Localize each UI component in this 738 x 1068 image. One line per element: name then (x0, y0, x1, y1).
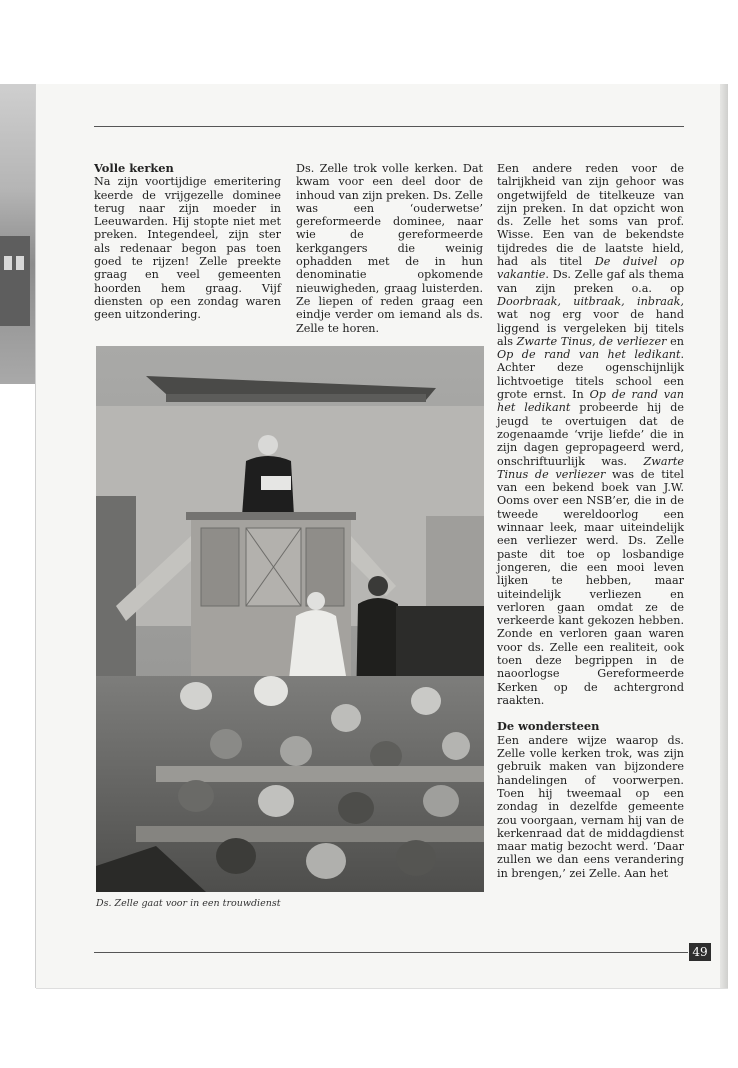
section-heading-de-wondersteen: De wondersteen (497, 719, 600, 734)
sermon-title: Op de rand van het ledikant (497, 348, 681, 362)
section-heading-volle-kerken: Volle kerken (94, 161, 174, 175)
text-run: probeerde hij de jeugd te overtuigen dat de zogenaamde ‘vrije liefde’ die in zijn dagen gepropageerd werd, onschriftuurlijk was. (497, 401, 685, 468)
paragraph-gap (497, 707, 684, 720)
page-number: 49 (689, 943, 711, 961)
church-scene-illustration (96, 346, 484, 892)
text-run: Een andere reden voor de talrijkheid van zijn gehoor was ongetwijfeld de titelkeuze van zijn preken. In dat opzicht won ds. Zelle het soms van prof. Wisse. Een van de bekendste tijdredes die de laatste hield, had als titel (497, 162, 684, 269)
text-run: wat nog erg voor de hand liggend is vergeleken bij titels als (497, 308, 684, 348)
wedding-service-photo (96, 346, 484, 892)
sermon-title: De duivel op vakantie (497, 255, 684, 282)
sermon-title: Doorbraak, uitbraak, inbraak, (497, 294, 684, 308)
sermon-title: Op de rand van het ledikant (497, 388, 684, 415)
text-run: en (666, 334, 684, 348)
column-1 (94, 162, 281, 322)
column-3-paragraph-1 (497, 162, 684, 707)
column-3 (497, 162, 684, 880)
book-title: Zwarte Tinus de verliezer (497, 454, 684, 481)
adjacent-page-photo-fragment (0, 236, 30, 326)
sermon-title: Zwarte Tinus, de verliezer (516, 334, 667, 348)
text-run: . Ds. Zelle gaf als thema van zijn preken o.a. op (497, 268, 684, 295)
column-2-body: Ds. Zelle trok volle kerken. Dat kwam voor een deel door de inhoud van zijn preken. Ds. Zelle was een ‘ouderwetse’ gereformeerde dominee, naar wie de gereformeerde kerkgangers die weinig ophadden met de in hun denominatie opkomende nieuwigheden, graag luisterden. Ze liepen of reden graag een eindje verder om iemand als ds. Zelle te horen. (296, 162, 483, 335)
book-page (36, 84, 728, 988)
photo-caption: Ds. Zelle gaat voor in een trouwdienst (96, 898, 281, 909)
column-3-paragraph-2: Een andere wijze waarop ds. Zelle volle kerken trok, was zijn gebruik maken van bijzondere handelingen of voorwerpen. Toen hij tweemaal op een zondag in dezelfde gemeente zou voorgaan, vernam hij van de kerkenraad dat de middagdienst maar matig bezocht werd. ‘Daar zullen we dan eens verandering in brengen,’ zei Zelle. Aan het (497, 733, 684, 880)
text-run: was de titel van een bekend boek van J.W. Ooms over een NSB’er, die in de tweede wereldoorlog een winnaar leek, maar uiteindelijk een verliezer werd. Ds. Zelle paste dit toe op losbandige jongeren, die een mooi leven lijken te hebben, maar uiteindelijk verliezen en verloren gaan omdat ze de verkeerde kant gekozen hebben. Zonde en verloren gaan waren voor ds. Zelle een realiteit, ook toen deze begrippen in de naoorlogse Gereformeerde Kerken op de achtergrond raakten. (497, 467, 684, 707)
column-1-body: Na zijn voortijdige emeritering keerde de vrijgezelle dominee terug naar zijn moeder in Leeuwarden. Hij stopte niet met preken. Integendeel, zijn ster als redenaar begon pas toen goed te rijzen! Zelle preekte graag en veel gemeenten hoorden hem graag. Vijf diensten op een zondag waren geen uitzondering. (94, 175, 281, 322)
page-edge-shadow (720, 84, 728, 988)
text-run: . Achter deze ogenschijnlijk lichtvoetige titels school een grote ernst. In (497, 348, 684, 402)
bottom-rule (94, 952, 688, 953)
adjacent-page-strip (0, 84, 36, 384)
column-2 (296, 162, 483, 335)
top-rule (94, 126, 684, 127)
